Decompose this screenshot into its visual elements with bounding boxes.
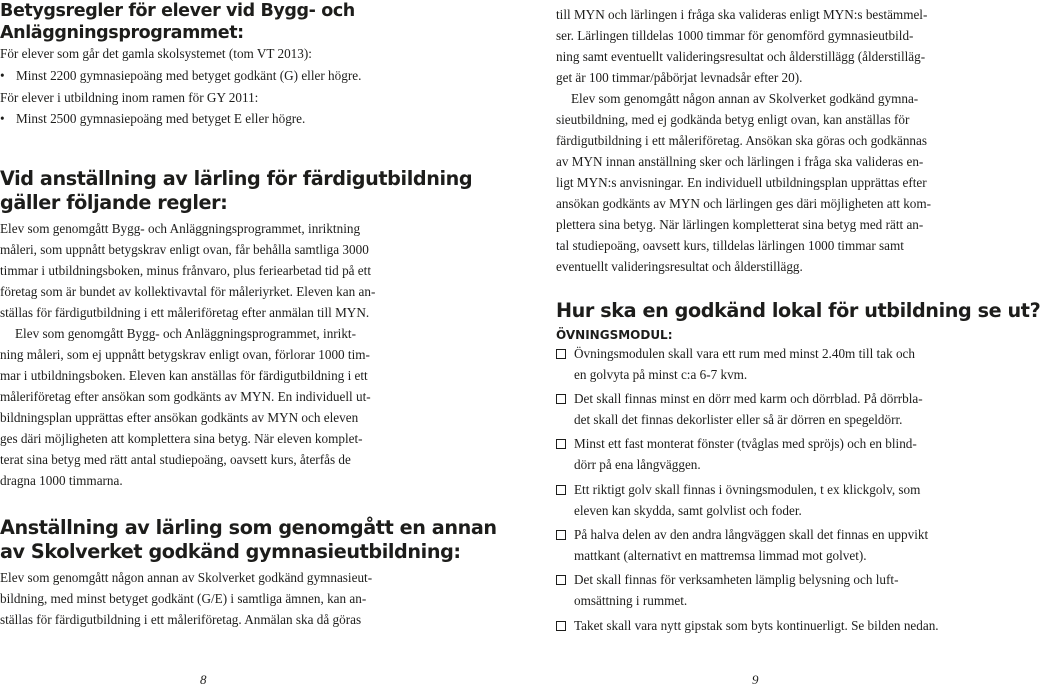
checklist-text: en golvyta på minst c:a 6-7 kvm. [574,367,748,382]
paragraph-line: mar i utbildningsboken. Eleven kan anställas för färdigutbildning i ett [0,368,368,383]
paragraph-line: eventuellt valideringsresultat och ålderstillägg. [556,259,803,274]
bullet-item-old [0,68,361,84]
paragraph-line: ges däri möjligheten att komplettera sina betyg. När eleven komplet- [0,431,363,446]
paragraph-line: måleri, som uppnått betygskrav enligt ovan, får behålla samtliga 3000 [0,242,369,257]
paragraph-line: måleriföretag efter ansökan som godkänts av MYN. En individuell ut- [0,389,371,404]
page-number-left: 8 [200,672,207,687]
paragraph-line: ligt MYN:s anvisningar. En individuell utbildningsplan upprättas efter [556,175,927,190]
checklist-text: mattkant (alternativt en mattremsa limmad mot golvet). [574,548,867,563]
paragraph-line: get är 100 timmar/påbörjat levnadsår efter 20). [556,70,803,85]
section-heading-other-education-line-2: av Skolverket godkänd gymnasieutbildning: [0,540,461,563]
paragraph-line: ansökan godkänts av MYN och lärlingen ges däri möjligheten att kom- [556,196,932,211]
paragraph-line: bildning, med minst betyget godkänt (G/E) i samtliga ämnen, kan an- [0,591,367,606]
paragraph-line: plettera sina betyg. När lärlingen kompletterat sina betyg med rätt an- [556,217,924,232]
checkbox-icon [556,530,566,540]
intro-gy2011: För elever i utbildning inom ramen för GY 2011: [0,90,259,105]
paragraph-line: Elev som genomgått någon annan av Skolverket godkänd gymnasieut- [0,570,373,585]
checklist-text: På halva delen av den andra långväggen skall det finnas en uppvikt [574,527,929,542]
bullet-icon: • [0,111,5,126]
checklist-text: omsättning i rummet. [574,593,688,608]
section-heading-other-education-line-1: Anställning av lärling som genomgått en annan [0,516,497,539]
checkbox-icon [556,394,566,404]
paragraph-line: Elev som genomgått Bygg- och Anläggningsprogrammet, inriktning [0,221,361,236]
section-heading-apprentice-line-1: Vid anställning av lärling för färdigutbildning [0,167,473,190]
section-heading-training-room: Hur ska en godkänd lokal för utbildning se ut? [556,299,1040,322]
checklist-text: Övningsmodulen skall vara ett rum med minst 2.40m till tak och [574,346,915,361]
paragraph-line: timmar i utbildningsboken, minus frånvaro, plus feriearbetad tid på ett [0,263,371,278]
checklist-text: eleven kan skydda, samt golvlist och foder. [574,503,802,518]
subheading-exercise-module: ÖVNINGSMODUL: [556,328,673,342]
page-title-line-2: Anläggningsprogrammet: [0,23,244,43]
paragraph-line: av MYN innan anställning sker och lärlingen i fråga ska valideras en- [556,154,924,169]
checkbox-icon [556,485,566,495]
paragraph-line: Elev som genomgått någon annan av Skolverket godkänd gymna- [571,91,919,106]
checklist-text: Minst ett fast monterat fönster (tvåglas med spröjs) och en blind- [574,436,917,451]
paragraph-line: tal studiepoäng, oavsett kurs, tilldelas lärlingen 1000 timmar samt [556,238,904,253]
checklist-text: det skall det finnas dekorlister eller så är dörren en spegeldörr. [574,412,903,427]
page-number-right: 9 [752,672,759,687]
paragraph-line: företag som är bundet av kollektivavtal för måleriyrket. Eleven kan an- [0,284,376,299]
paragraph-line: till MYN och lärlingen i fråga ska valideras enligt MYN:s bestämmel- [556,7,928,22]
paragraph-line: ställas för färdigutbildning i ett måleriföretag. Anmälan ska då göras [0,612,362,627]
paragraph-line: terat sina betyg med rätt antal studiepoäng, oavsett kurs, återfås de [0,452,351,467]
checkbox-icon [556,621,566,631]
paragraph-line: ställas för färdigutbildning i ett måleriföretag efter anmälan till MYN. [0,305,370,320]
bullet-item-gy2011 [0,111,305,127]
paragraph-line: Elev som genomgått Bygg- och Anläggningsprogrammet, inrikt- [15,326,356,341]
paragraph-line: sieutbildning, med ej godkända betyg enligt ovan, kan anställas för [556,112,910,127]
paragraph-line: ning måleri, som ej uppnått betygskrav enligt ovan, förlorar 1000 tim- [0,347,370,362]
checklist-text: Ett riktigt golv skall finnas i övningsmodulen, t ex klickgolv, som [574,482,921,497]
paragraph-line: dragna 1000 timmarna. [0,473,123,488]
intro-old-system: För elever som går det gamla skolsystemet (tom VT 2013): [0,46,312,61]
paragraph-line: ser. Lärlingen tilldelas 1000 timmar för genomförd gymnasieutbild- [556,28,914,43]
checklist-text: Det skall finnas för verksamheten lämplig belysning och luft- [574,572,899,587]
checkbox-icon [556,439,566,449]
paragraph-line: ning samt eventuellt valideringsresultat och ålderstillägg (ålderstilläg- [556,49,926,64]
page-title-line-1: Betygsregler för elever vid Bygg- och [0,1,355,21]
checkbox-icon [556,575,566,585]
bullet-icon: • [0,68,5,83]
checkbox-icon [556,349,566,359]
checklist-text: Det skall finnas minst en dörr med karm och dörrblad. På dörrbla- [574,391,923,406]
bullet-text: Minst 2500 gymnasiepoäng med betyget E eller högre. [16,111,306,126]
section-heading-apprentice-line-2: gäller följande regler: [0,191,228,214]
paragraph-line: färdigutbildning i ett måleriföretag. Ansökan ska göras och godkännas [556,133,927,148]
checklist-text: dörr på ena långväggen. [574,457,701,472]
paragraph-line: bildningsplan upprättas efter ansökan godkänts av MYN och eleven [0,410,359,425]
checklist-text: Taket skall vara nytt gipstak som byts kontinuerligt. Se bilden nedan. [574,618,939,633]
bullet-text: Minst 2200 gymnasiepoäng med betyget godkänt (G) eller högre. [16,68,362,83]
